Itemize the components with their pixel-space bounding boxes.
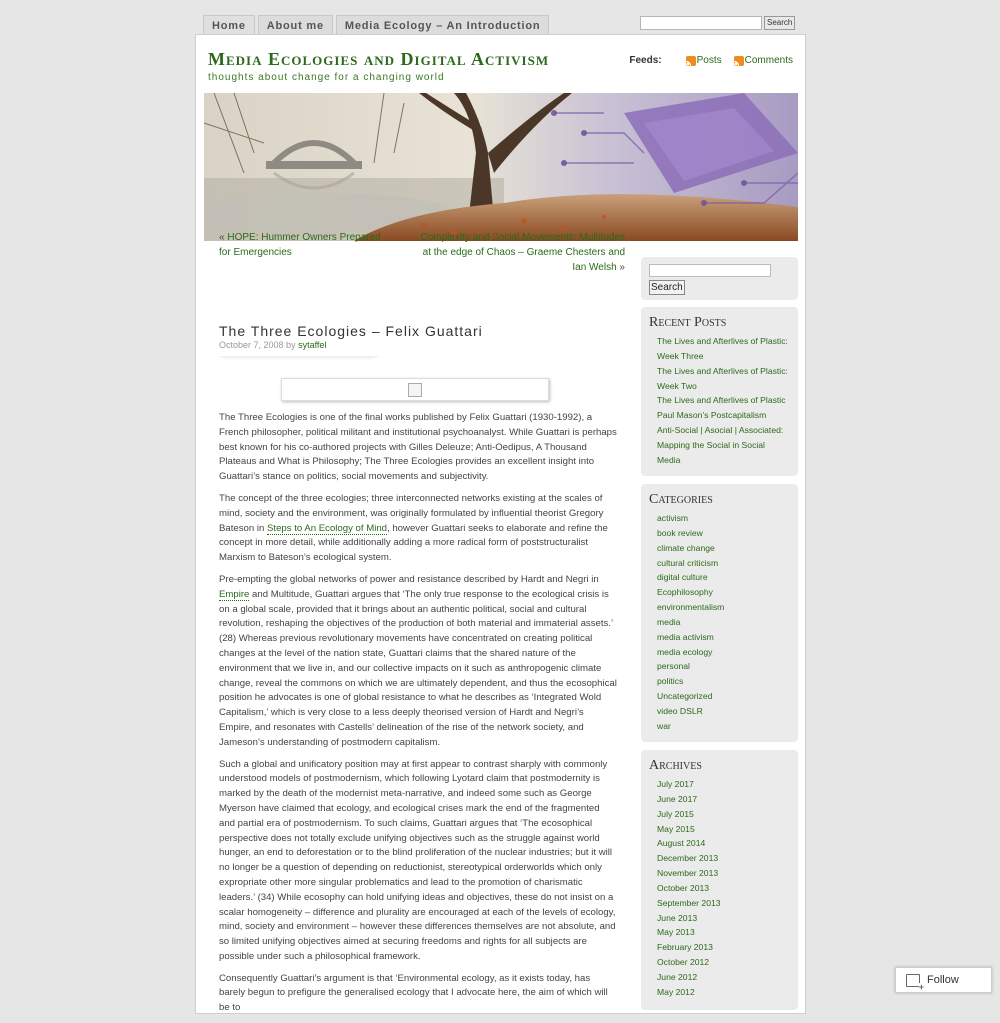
archive-link[interactable]: February 2013 [657, 942, 713, 953]
list-item [657, 985, 790, 1000]
broken-image-icon [408, 383, 422, 397]
follow-button[interactable] [895, 967, 992, 993]
archive-link[interactable]: June 2012 [657, 971, 698, 982]
archive-link[interactable]: October 2012 [657, 957, 710, 968]
category-link[interactable]: cultural criticism [657, 557, 719, 568]
nav-media-ecology-intro[interactable]: Media Ecology – An Introduction [336, 15, 550, 35]
category-link[interactable]: climate change [657, 542, 715, 553]
feed-posts-label: Posts [696, 55, 722, 66]
list-item [657, 866, 790, 881]
post-title: The Three Ecologies – Felix Guattari [219, 323, 483, 339]
list-item [657, 334, 790, 364]
category-link[interactable]: media [657, 616, 681, 627]
post-body [219, 411, 617, 1023]
sidebar-search-input[interactable] [649, 264, 771, 277]
list-item [657, 896, 790, 911]
top-nav [203, 15, 549, 35]
paragraph-2-text-a: The concept of the three ecologies; three interconnected networks existing at the scales of mind, society and the environment, was originally formulated by influential theorist Gregory Bateson in [219, 492, 604, 534]
list-item [657, 659, 790, 674]
recent-post-link[interactable]: The Lives and Afterlives of Plastic [657, 395, 786, 406]
list-item [657, 408, 790, 423]
list-item [657, 955, 790, 970]
header-illustration [204, 93, 798, 241]
category-link[interactable]: digital culture [657, 572, 708, 583]
list-item [657, 881, 790, 896]
post-image-frame [281, 378, 549, 401]
categories-title: Categories [649, 492, 713, 507]
list-item [657, 556, 790, 571]
list-item [657, 940, 790, 955]
category-link[interactable]: book review [657, 527, 703, 538]
list-item [657, 704, 790, 719]
archive-link[interactable]: July 2017 [657, 779, 694, 789]
category-link[interactable]: video DSLR [657, 705, 703, 716]
recent-posts-widget [641, 307, 798, 476]
follow-icon [906, 974, 920, 987]
archive-link[interactable]: May 2012 [657, 986, 695, 997]
category-link[interactable]: Uncategorized [657, 691, 713, 702]
category-link[interactable]: activism [657, 513, 689, 523]
list-item [657, 689, 790, 704]
recent-post-link[interactable]: Paul Mason’s Postcapitalism [657, 410, 767, 421]
archive-link[interactable]: August 2014 [657, 838, 706, 849]
archives-title: Archives [649, 758, 702, 773]
paragraph-2-text-b: , however Guattari seeks to elaborate and refine the concept in more detail, while additionally adding a more radical form of poststructuralist Marxism to Bateson’s ecological system. [219, 522, 608, 564]
list-item [657, 836, 790, 851]
archive-link[interactable]: June 2013 [657, 912, 698, 923]
list-item [657, 615, 790, 630]
next-post-link[interactable]: Complexity and Social Movements: Multitudes at the edge of Chaos – Graeme Chesters and Ian Welsh [420, 232, 625, 273]
feeds-label: Feeds: [629, 55, 662, 66]
categories-widget [641, 484, 798, 742]
list-item [657, 851, 790, 866]
steps-to-an-ecology-of-mind-link[interactable]: Steps to An Ecology of Mind [267, 522, 388, 534]
list-item [657, 423, 790, 468]
previous-post-link[interactable]: HOPE: Hummer Owners Prepared for Emergencies [219, 232, 381, 258]
category-link[interactable]: war [657, 720, 671, 731]
next-post-nav [420, 230, 625, 275]
archive-link[interactable]: September 2013 [657, 897, 721, 908]
paragraph-1: The Three Ecologies is one of the final works published by Felix Guattari (1930-1992), a French philosopher, political militant and institutional psychoanalyst. While Guattari is perhaps best known for his co-authored projects with Gilles Deleuze; Anti-Oedipus, A Thousand Plateaus and What is Philosophy; The Three Ecologies provides an excellent insight into Guattari’s stance on politics, social movements and subjectivity. [219, 412, 617, 483]
sidebar-search-button[interactable]: Search [651, 282, 683, 293]
list-item [657, 541, 790, 556]
feed-comments-label: Comments [744, 55, 793, 66]
category-link[interactable]: media activism [657, 631, 714, 642]
recent-post-link[interactable]: Anti-Social | Asocial | Associated: Mapping the Social in Social Media [657, 425, 784, 465]
sidebar-search-widget [641, 257, 798, 300]
prev-prefix: « [219, 232, 228, 243]
category-link[interactable]: politics [657, 676, 684, 687]
category-link[interactable]: personal [657, 661, 690, 672]
list-item [657, 570, 790, 585]
list-item [657, 526, 790, 541]
list-item [657, 719, 790, 734]
top-search [640, 16, 795, 30]
list-item [657, 777, 790, 792]
top-search-input[interactable] [640, 16, 762, 30]
list-item [657, 911, 790, 926]
archive-link[interactable]: June 2017 [657, 793, 698, 804]
category-link[interactable]: environmentalism [657, 602, 725, 613]
empire-link[interactable]: Empire [219, 588, 250, 600]
list-item [657, 393, 790, 408]
recent-post-link[interactable]: The Lives and Afterlives of Plastic: Week Three [657, 336, 788, 361]
list-item [657, 792, 790, 807]
paragraph-2 [219, 492, 617, 566]
nav-home[interactable]: Home [203, 15, 255, 35]
archive-link[interactable]: November 2013 [657, 868, 719, 879]
archive-link[interactable]: December 2013 [657, 853, 719, 864]
paragraph-3-text-a: Pre-empting the global networks of power and resistance described by Hardt and Negri in [219, 573, 599, 585]
post-author-link[interactable]: sytaffel [298, 340, 327, 350]
post-by: by [283, 340, 299, 350]
feed-posts-link[interactable] [686, 55, 722, 66]
list-item [657, 600, 790, 615]
category-link[interactable]: Ecophilosophy [657, 587, 713, 598]
list-item [657, 585, 790, 600]
site-tagline: thoughts about change for a changing world [208, 72, 445, 83]
rss-icon [686, 56, 696, 66]
list-item [657, 822, 790, 837]
list-item [657, 925, 790, 940]
site-title[interactable]: Media Ecologies and Digital Activism [208, 49, 550, 69]
next-suffix: » [616, 262, 625, 273]
post-date: October 7, 2008 [219, 340, 284, 350]
paragraph-3-text-b: and Multitude, Guattari argues that ‘The only true response to the ecological crisis is on a global scale, provided that it brings about an authentic political, social and cultural revolution, reshaping the objectives of the production of both material and immaterial assets.’ (28) Whereas previous revolutionary movements have concentrated on creating political changes at the level of the nation state, Guattari claims that the shared nature of the environment that we live in, and our collective impacts on it such as anthropogenic climate change, reveal the commons on which we are ultimately dependent, and thus the ecosophical position he advocates is one of global resistance to what he describes as ‘Integrated Wold Capitalism,’ which is very close to a less deeply theorised version of Hardt and Negri’s Empire, and resonates with Castells’ delineation of the rise of the network society, and Jameson’s understanding of postmodern capitalism. [219, 588, 617, 748]
post-meta [219, 340, 379, 357]
paragraph-5: Consequently Guattari’s argument is that ‘Environmental ecology, as it exists today, has barely begun to prefigure the generalised ecology that I advocate here, the aim of which will be to [219, 972, 608, 1014]
list-item [657, 630, 790, 645]
list-item [657, 970, 790, 985]
list-item [657, 364, 790, 394]
recent-post-link[interactable]: The Lives and Afterlives of Plastic: Week Two [657, 365, 788, 391]
archive-link[interactable]: May 2015 [657, 823, 695, 834]
list-item [657, 645, 790, 660]
header-image [204, 93, 798, 241]
top-search-button[interactable]: Search [764, 16, 795, 30]
nav-about-me[interactable]: About me [258, 15, 333, 35]
list-item [657, 674, 790, 689]
recent-posts-title: Recent Posts [649, 315, 727, 330]
list-item [657, 807, 790, 822]
paragraph-3 [219, 573, 617, 751]
follow-label: Follow [927, 974, 959, 986]
archives-widget [641, 750, 798, 1010]
list-item [657, 511, 790, 526]
archive-link[interactable]: May 2013 [657, 927, 695, 938]
feeds [629, 55, 793, 66]
archive-link[interactable]: October 2013 [657, 882, 710, 893]
category-link[interactable]: media ecology [657, 646, 713, 657]
archive-link[interactable]: July 2015 [657, 808, 694, 819]
previous-post-nav [219, 230, 394, 260]
paragraph-4: Such a global and unificatory position may at first appear to contrast sharply with commonly understood models of postmodernism, which following Lyotard claim that postmodernity is marked by the death of the modernist meta-narrative, and indeed some such as George Myerson have claimed that ecology, and ecological crises mark the end of the fragmented and partial era of postmodernism. To such claims, Guattari argues that ‘The ecosophical perspective does not totally exclude unifying objectives such as the struggle against world hunger, an end to deforestation or to the blind proliferation of the nuclear industries; but it will no longer be a question of depending on reductionist, stereotypical orderworlds which only expropriate other more singular problematics and lead to the promotion of charismatic leaders.’ (34) While ecosophy can hold unifying ideas and objectives, these do not insist on a scalar homogeneity – difference and plurality are encouraged at each of the levels of ecology, mind, society and environment – however these differences themselves are not absolute, and so limited unifying objectives aimed at securing freedoms and rights for all subjects are possible under such a philosophical framework. [219, 758, 616, 962]
rss-icon [734, 56, 744, 66]
feed-comments-link[interactable] [734, 55, 793, 66]
